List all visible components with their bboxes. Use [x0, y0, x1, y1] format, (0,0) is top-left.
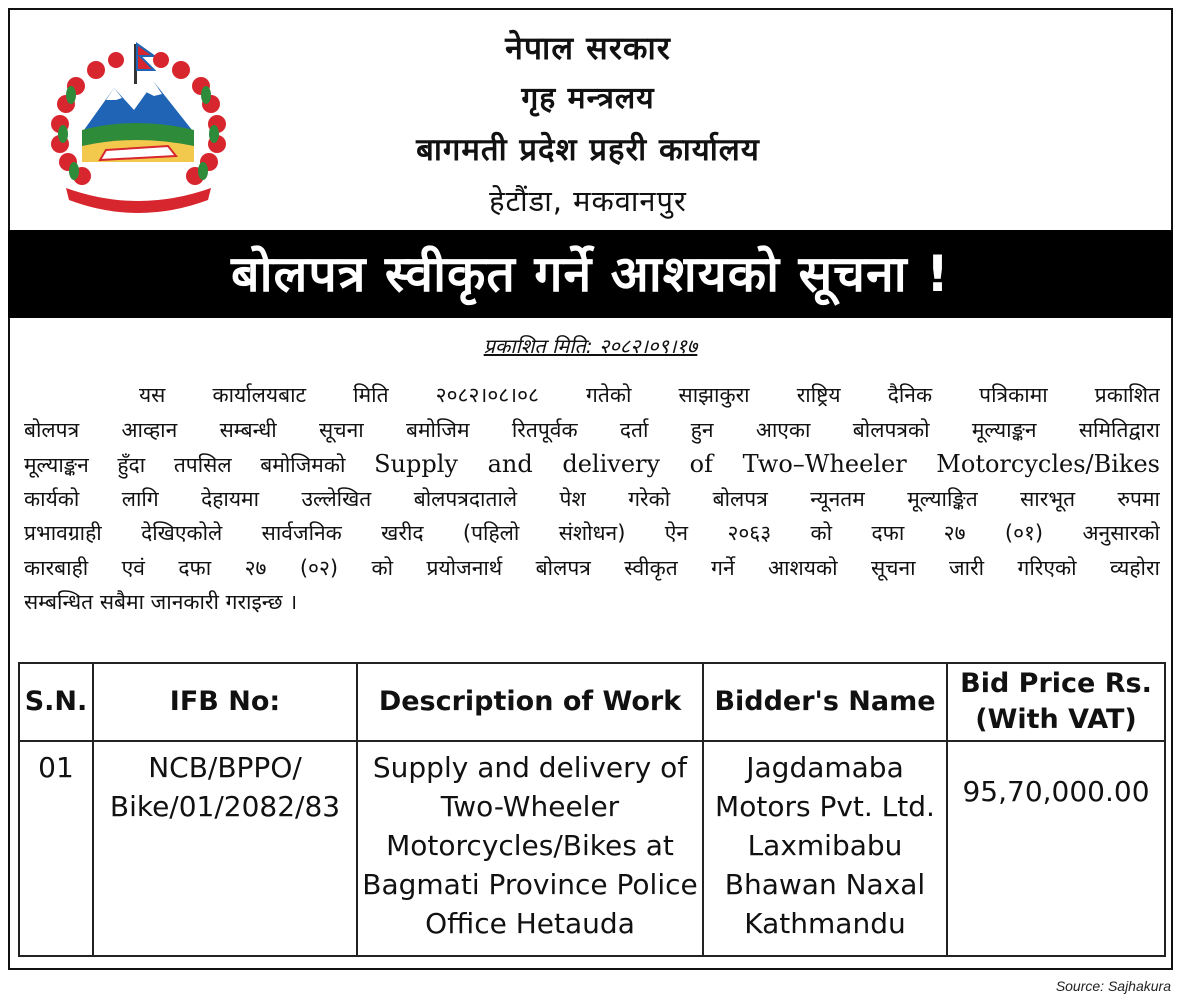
header-ifb: IFB No:	[93, 663, 357, 741]
table-row	[19, 741, 1165, 956]
office-location: हेटौंडा, मकवानपुर	[489, 184, 687, 218]
nepal-emblem-icon	[36, 38, 241, 213]
table-header-row	[19, 663, 1165, 741]
ministry-name: गृह मन्त्रलय	[521, 81, 655, 116]
body-line-text: मूल्याङ्कन हुँदा तपसिल बमोजिमको	[24, 453, 346, 477]
body-line-english: Supply and delivery of Two–Wheeler Motorcycles/Bikes	[374, 450, 1160, 478]
body-line: बोलपत्र आव्हान सम्बन्धी सूचना बमोजिम रितपूर्वक दर्ता हुन आएका बोलपत्रको मूल्याङ्कन समितिद्वारा	[24, 417, 1160, 442]
notice-title: बोलपत्र स्वीकृत गर्ने आशयको सूचना !	[231, 245, 950, 303]
government-name: नेपाल सरकार	[505, 29, 671, 67]
cell-description: Supply and delivery of Two-Wheeler Motorcycles/Bikes at Bagmati Province Police Office Hetauda	[357, 741, 703, 956]
header-bidder: Bidder's Name	[703, 663, 947, 741]
office-heading	[248, 22, 928, 226]
cell-bidder: Jagdamaba Motors Pvt. Ltd. Laxmibabu Bhawan Naxal Kathmandu	[703, 741, 947, 956]
cell-sn: 01	[19, 741, 93, 956]
body-line: कार्यको लागि देहायमा उल्लेखित बोलपत्रदाताले पेश गरेको बोलपत्र न्यूनतम मूल्याङ्कित सारभूत रुपमा	[24, 486, 1160, 511]
office-name: बागमती प्रदेश प्रहरी कार्यालय	[416, 132, 760, 168]
header-sn: S.N.	[19, 663, 93, 741]
notice-header	[8, 8, 1173, 230]
body-line: यस कार्यालयबाट मिति २०८२।०८।०८ गतेको साझाकुरा राष्ट्रिय दैनिक पत्रिकामा प्रकाशित	[139, 383, 1160, 407]
body-line: सम्बन्धित सबैमा जानकारी गराइन्छ ।	[24, 590, 298, 614]
notice-banner	[8, 230, 1173, 318]
header-price: Bid Price Rs. (With VAT)	[947, 663, 1165, 741]
bid-table	[18, 662, 1166, 957]
cell-ifb: NCB/BPPO/ Bike/01/2082/83	[93, 741, 357, 956]
publication-date-label: प्रकाशित मिति: २०८२।०९।१७	[483, 334, 698, 358]
cell-price: 95,70,000.00	[947, 741, 1165, 956]
notice-body	[24, 378, 1160, 620]
body-line: कारबाही एवं दफा २७ (०२) को प्रयोजनार्थ बोलपत्र स्वीकृत गर्ने आशयको सूचना जारी गरिएको व्यहोरा	[24, 555, 1160, 580]
header-description: Description of Work	[357, 663, 703, 741]
publication-date	[0, 332, 1181, 359]
body-line: प्रभावग्राही देखिएकोले सार्वजनिक खरीद (पहिलो संशोधन) ऐन २०६३ को दफा २७ (०१) अनुसारको	[24, 521, 1160, 545]
body-line	[24, 447, 1160, 482]
source-credit: Source: Sajhakura	[1055, 978, 1171, 994]
